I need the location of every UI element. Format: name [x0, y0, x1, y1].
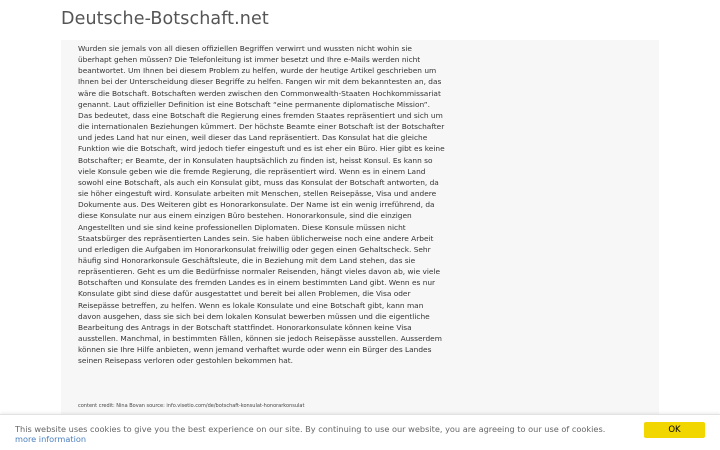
cookie-ok-button[interactable]: OK — [644, 422, 705, 438]
content-credit: content credit: Nina Bovan source: info.visetio.com/de/botschaft-konsulat-honorarkonsulat — [78, 403, 305, 409]
cookie-consent-bar — [0, 414, 720, 450]
cookie-message: This website uses cookies to give you the best experience on our site. By continuing to use our website, you are agreeing to our use of cookies. — [15, 424, 606, 434]
more-information-link[interactable]: more information — [15, 434, 87, 444]
site-title[interactable]: Deutsche-Botschaft.net — [61, 9, 269, 29]
content-panel — [61, 40, 659, 420]
article-body: Wurden sie jemals von all diesen offiziellen Begriffen verwirrt und wussten nicht wohin sie überhapt gehen müssen? Die Telefonleitung ist immer besetzt und Ihre e-Mails werden nicht beantwortet. Um Ihnen bei diesem Problem zu helfen, wurde der heutige Artikel geschrieben um Ihnen bei der Unterscheidung dieser Begriffe zu helfen. Fangen wir mit dem bekanntesten an, das wäre die Botschaft. Botschaften werden zwischen den Commonwealth-Staaten Hochkommissariat genannt. Laut offizieller Definition ist eine Botschaft “eine permanente diplomatische Mission”. Das bedeutet, dass eine Botschaft die Regierung eines fremden Staates repräsentiert und sich um die internationalen Beziehungen kümmert. Der höchste Beamte einer Botschaft ist der Botschafter und jedes Land hat nur einen, weil dieser das Land repräsentiert. Das Konsulat hat die gleiche Funktion wie die Botschaft, wird jedoch tiefer eingestuft und es ist eher ein Büro. Hier gibt es keine Botschafter; er Beamte, der in Konsulaten hauptsächlich zu finden ist, heisst Konsul. Es kann so viele Konsule geben wie die fremde Regierung, die repräsentiert wird. Wenn es in einem Land sowohl eine Botschaft, als auch ein Konsulat gibt, muss das Konsulat der Botschaft antworten, da sie höher eingestuft wird. Konsulate arbeiten mit Menschen, stellen Reisepässe, Visa und andere Dokumente aus. Des Weiteren gibt es Honorarkonsulate. Der Name ist ein wenig irreführend, da diese Konsulate nur aus einem einzigen Büro bestehen. Honorarkonsule, sind die einzigen Angestellten und sie sind keine professionellen Diplomaten. Diese Konsule müssen nicht Staatsbürger des repräsentierten Landes sein. Sie haben üblicherweise noch eine andere Arbeit und erledigen die Aufgaben im Honorarkonsulat freiwillig oder gegen einen Gehaltscheck. Sehr häufig sind Honorarkonsule Geschäftsleute, die in Beziehung mit dem Land stehen, das sie repräsentieren. Geht es um die Bedürfnisse normaler Reisenden, hängt vieles davon ab, wie viele Botschaften und Konsulate des fremden Landes es in einem bestimmten Land gibt. Wenn es nur Konsulate gibt sind diese dafür ausgestattet und bereit bei allen Problemen, die Visa oder Reisepässe betreffen, zu helfen. Wenn es lokale Konsulate und eine Botschaft gibt, kann man davon ausgehen, dass sie sich bei dem lokalen Konsulat bewerben müssen und die eigentliche Bearbeitung des Antrags in der Botschaft stattfindet. Honorarkonsulate können keine Visa ausstellen. Manchmal, in bestimmten Fällen, können sie jedoch Reisepässe ausstellen. Ausserdem können sie Ihre Hilfe anbieten, wenn jemand verhaftet wurde oder wenn ein Bürger des Landes seinen Reisepass verloren oder gestohlen bekommen hat. — [78, 44, 445, 366]
